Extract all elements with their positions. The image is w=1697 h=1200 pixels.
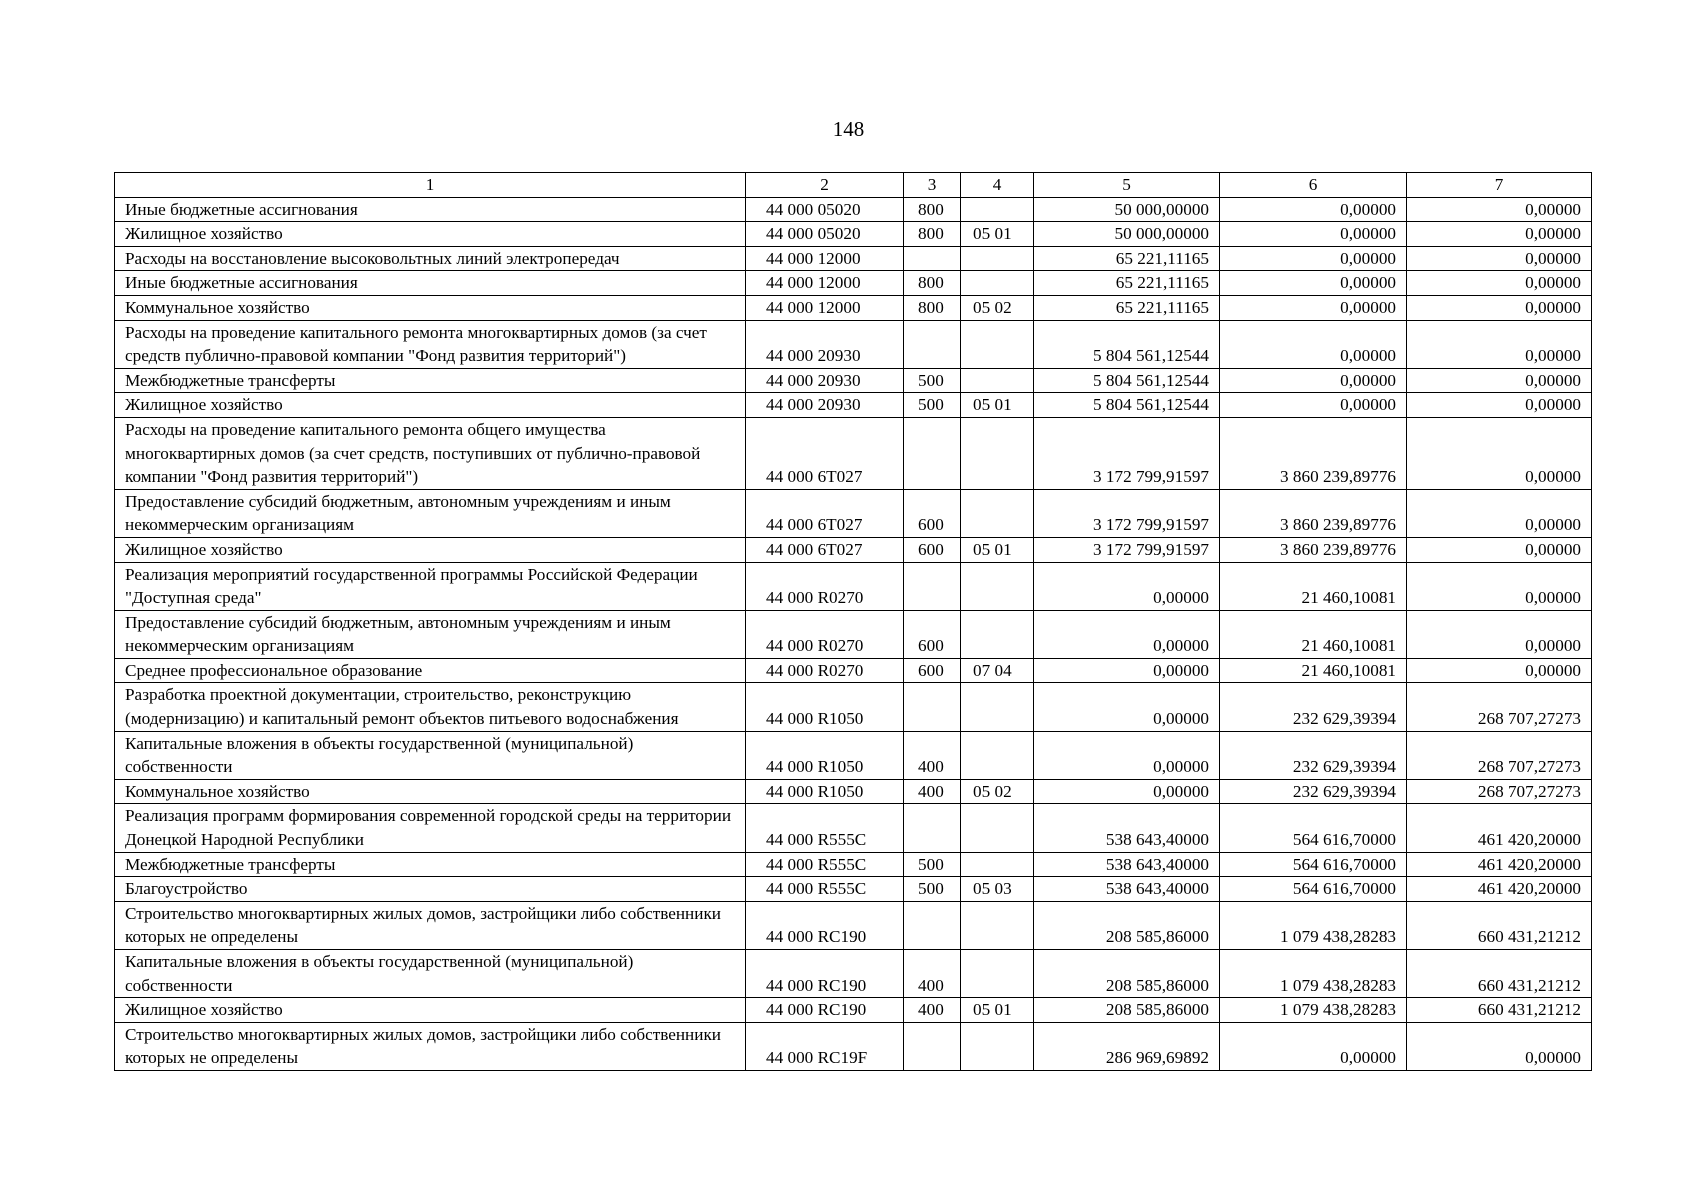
cell-amount-6: 21 460,10081 <box>1220 610 1407 658</box>
cell-expense-type: 400 <box>904 950 961 998</box>
cell-amount-5: 0,00000 <box>1034 731 1220 779</box>
cell-target-code: 44 000 20930 <box>746 368 904 393</box>
cell-amount-6: 3 860 239,89776 <box>1220 417 1407 489</box>
cell-name: Межбюджетные трансферты <box>115 852 746 877</box>
cell-amount-7: 268 707,27273 <box>1407 731 1592 779</box>
cell-name: Межбюджетные трансферты <box>115 368 746 393</box>
cell-section-code <box>961 246 1034 271</box>
table-row <box>115 950 1592 998</box>
cell-name: Разработка проектной документации, строительство, реконструкцию (модернизацию) и капитальный ремонт объектов питьевого водоснабжения <box>115 683 746 731</box>
cell-amount-7: 0,00000 <box>1407 537 1592 562</box>
cell-amount-6: 0,00000 <box>1220 271 1407 296</box>
cell-name: Среднее профессиональное образование <box>115 658 746 683</box>
cell-amount-5: 208 585,86000 <box>1034 901 1220 949</box>
cell-expense-type <box>904 320 961 368</box>
cell-amount-6: 21 460,10081 <box>1220 658 1407 683</box>
cell-amount-7: 660 431,21212 <box>1407 901 1592 949</box>
cell-amount-5: 5 804 561,12544 <box>1034 320 1220 368</box>
cell-name: Коммунальное хозяйство <box>115 779 746 804</box>
cell-amount-6: 3 860 239,89776 <box>1220 537 1407 562</box>
budget-table <box>114 172 1592 1071</box>
cell-expense-type: 600 <box>904 489 961 537</box>
cell-expense-type: 400 <box>904 779 961 804</box>
cell-amount-5: 3 172 799,91597 <box>1034 417 1220 489</box>
cell-name: Иные бюджетные ассигнования <box>115 197 746 222</box>
cell-amount-5: 0,00000 <box>1034 683 1220 731</box>
cell-section-code <box>961 271 1034 296</box>
cell-section-code <box>961 562 1034 610</box>
cell-amount-6: 0,00000 <box>1220 393 1407 418</box>
cell-target-code: 44 000 R0270 <box>746 562 904 610</box>
cell-expense-type <box>904 562 961 610</box>
table-row <box>115 779 1592 804</box>
table-body <box>115 173 1592 1071</box>
cell-expense-type <box>904 246 961 271</box>
cell-expense-type: 500 <box>904 877 961 902</box>
cell-name: Жилищное хозяйство <box>115 222 746 247</box>
cell-name: Предоставление субсидий бюджетным, автономным учреждениям и иным некоммерческим организациям <box>115 489 746 537</box>
column-header: 4 <box>961 173 1034 198</box>
cell-amount-6: 232 629,39394 <box>1220 779 1407 804</box>
cell-amount-7: 0,00000 <box>1407 222 1592 247</box>
cell-section-code <box>961 852 1034 877</box>
table-header-row <box>115 173 1592 198</box>
cell-amount-7: 660 431,21212 <box>1407 950 1592 998</box>
cell-amount-5: 65 221,11165 <box>1034 271 1220 296</box>
cell-section-code <box>961 417 1034 489</box>
cell-target-code: 44 000 RС190 <box>746 998 904 1023</box>
cell-name: Расходы на проведение капитального ремонта многоквартирных домов (за счет средств публично-правовой компании "Фонд развития территорий") <box>115 320 746 368</box>
cell-amount-6: 0,00000 <box>1220 368 1407 393</box>
table-row <box>115 320 1592 368</box>
cell-amount-7: 0,00000 <box>1407 393 1592 418</box>
table-row <box>115 417 1592 489</box>
table-row <box>115 537 1592 562</box>
cell-amount-5: 208 585,86000 <box>1034 998 1220 1023</box>
cell-expense-type <box>904 804 961 852</box>
cell-name: Предоставление субсидий бюджетным, автономным учреждениям и иным некоммерческим организациям <box>115 610 746 658</box>
cell-amount-7: 0,00000 <box>1407 417 1592 489</box>
cell-expense-type <box>904 1022 961 1070</box>
cell-expense-type: 800 <box>904 197 961 222</box>
cell-amount-6: 0,00000 <box>1220 246 1407 271</box>
cell-expense-type <box>904 417 961 489</box>
cell-amount-6: 564 616,70000 <box>1220 877 1407 902</box>
cell-target-code: 44 000 6Т027 <box>746 417 904 489</box>
table-row <box>115 295 1592 320</box>
cell-amount-7: 268 707,27273 <box>1407 683 1592 731</box>
cell-section-code: 05 01 <box>961 393 1034 418</box>
cell-name: Иные бюджетные ассигнования <box>115 271 746 296</box>
cell-expense-type: 800 <box>904 295 961 320</box>
cell-target-code: 44 000 12000 <box>746 295 904 320</box>
table-row <box>115 998 1592 1023</box>
cell-section-code: 05 01 <box>961 222 1034 247</box>
cell-target-code: 44 000 R1050 <box>746 731 904 779</box>
cell-section-code: 05 01 <box>961 537 1034 562</box>
cell-amount-6: 21 460,10081 <box>1220 562 1407 610</box>
cell-name: Реализация программ формирования современной городской среды на территории Донецкой Народной Республики <box>115 804 746 852</box>
cell-amount-5: 538 643,40000 <box>1034 852 1220 877</box>
table-row <box>115 731 1592 779</box>
cell-amount-6: 564 616,70000 <box>1220 852 1407 877</box>
cell-amount-5: 5 804 561,12544 <box>1034 393 1220 418</box>
cell-amount-7: 0,00000 <box>1407 562 1592 610</box>
table-row <box>115 246 1592 271</box>
cell-target-code: 44 000 R555С <box>746 852 904 877</box>
cell-amount-6: 1 079 438,28283 <box>1220 950 1407 998</box>
cell-amount-7: 0,00000 <box>1407 320 1592 368</box>
cell-section-code <box>961 610 1034 658</box>
cell-amount-7: 461 420,20000 <box>1407 804 1592 852</box>
column-header: 7 <box>1407 173 1592 198</box>
table-row <box>115 658 1592 683</box>
cell-expense-type: 500 <box>904 368 961 393</box>
cell-section-code: 07 04 <box>961 658 1034 683</box>
cell-section-code <box>961 320 1034 368</box>
cell-section-code <box>961 683 1034 731</box>
cell-amount-6: 1 079 438,28283 <box>1220 998 1407 1023</box>
cell-amount-6: 0,00000 <box>1220 320 1407 368</box>
cell-target-code: 44 000 12000 <box>746 246 904 271</box>
cell-section-code: 05 03 <box>961 877 1034 902</box>
cell-amount-7: 0,00000 <box>1407 610 1592 658</box>
cell-amount-6: 0,00000 <box>1220 222 1407 247</box>
cell-expense-type: 500 <box>904 852 961 877</box>
cell-target-code: 44 000 R555С <box>746 804 904 852</box>
cell-amount-6: 232 629,39394 <box>1220 731 1407 779</box>
cell-name: Жилищное хозяйство <box>115 393 746 418</box>
cell-section-code: 05 02 <box>961 779 1034 804</box>
cell-section-code: 05 01 <box>961 998 1034 1023</box>
column-header: 2 <box>746 173 904 198</box>
cell-expense-type: 600 <box>904 537 961 562</box>
cell-amount-6: 232 629,39394 <box>1220 683 1407 731</box>
page-number: 148 <box>832 117 865 141</box>
table-row <box>115 489 1592 537</box>
cell-target-code: 44 000 R555С <box>746 877 904 902</box>
table-row <box>115 877 1592 902</box>
cell-amount-5: 65 221,11165 <box>1034 295 1220 320</box>
cell-amount-5: 50 000,00000 <box>1034 197 1220 222</box>
table-row <box>115 1022 1592 1070</box>
cell-section-code <box>961 368 1034 393</box>
cell-amount-5: 3 172 799,91597 <box>1034 489 1220 537</box>
table-row <box>115 368 1592 393</box>
cell-expense-type: 600 <box>904 658 961 683</box>
table-row <box>115 222 1592 247</box>
cell-amount-5: 65 221,11165 <box>1034 246 1220 271</box>
cell-expense-type <box>904 683 961 731</box>
table-row <box>115 197 1592 222</box>
cell-amount-7: 0,00000 <box>1407 295 1592 320</box>
cell-target-code: 44 000 R0270 <box>746 658 904 683</box>
cell-name: Коммунальное хозяйство <box>115 295 746 320</box>
table-row <box>115 393 1592 418</box>
cell-target-code: 44 000 20930 <box>746 320 904 368</box>
cell-expense-type: 400 <box>904 731 961 779</box>
cell-amount-7: 0,00000 <box>1407 1022 1592 1070</box>
cell-target-code: 44 000 05020 <box>746 222 904 247</box>
cell-target-code: 44 000 R1050 <box>746 683 904 731</box>
cell-amount-7: 660 431,21212 <box>1407 998 1592 1023</box>
cell-section-code <box>961 1022 1034 1070</box>
cell-amount-7: 0,00000 <box>1407 246 1592 271</box>
cell-amount-5: 538 643,40000 <box>1034 877 1220 902</box>
cell-amount-5: 0,00000 <box>1034 779 1220 804</box>
table-row <box>115 683 1592 731</box>
cell-section-code <box>961 901 1034 949</box>
column-header: 5 <box>1034 173 1220 198</box>
cell-section-code <box>961 731 1034 779</box>
cell-section-code <box>961 489 1034 537</box>
cell-amount-7: 0,00000 <box>1407 658 1592 683</box>
cell-target-code: 44 000 R1050 <box>746 779 904 804</box>
table-row <box>115 804 1592 852</box>
cell-target-code: 44 000 RС19F <box>746 1022 904 1070</box>
cell-amount-7: 0,00000 <box>1407 489 1592 537</box>
cell-name: Расходы на проведение капитального ремонта общего имущества многоквартирных домов (за счет средств, поступивших от публично-правовой компании "Фонд развития территорий") <box>115 417 746 489</box>
cell-expense-type: 500 <box>904 393 961 418</box>
cell-amount-6: 0,00000 <box>1220 295 1407 320</box>
cell-name: Капитальные вложения в объекты государственной (муниципальной) собственности <box>115 731 746 779</box>
table-row <box>115 901 1592 949</box>
column-header: 1 <box>115 173 746 198</box>
cell-amount-7: 0,00000 <box>1407 271 1592 296</box>
cell-target-code: 44 000 R0270 <box>746 610 904 658</box>
cell-amount-7: 461 420,20000 <box>1407 877 1592 902</box>
cell-name: Жилищное хозяйство <box>115 537 746 562</box>
cell-amount-5: 0,00000 <box>1034 610 1220 658</box>
cell-amount-5: 0,00000 <box>1034 658 1220 683</box>
cell-expense-type: 400 <box>904 998 961 1023</box>
table-row <box>115 271 1592 296</box>
cell-name: Жилищное хозяйство <box>115 998 746 1023</box>
cell-target-code: 44 000 05020 <box>746 197 904 222</box>
cell-amount-6: 564 616,70000 <box>1220 804 1407 852</box>
cell-target-code: 44 000 RС190 <box>746 950 904 998</box>
cell-name: Капитальные вложения в объекты государственной (муниципальной) собственности <box>115 950 746 998</box>
cell-amount-6: 3 860 239,89776 <box>1220 489 1407 537</box>
column-header: 3 <box>904 173 961 198</box>
table-row <box>115 852 1592 877</box>
cell-amount-7: 0,00000 <box>1407 368 1592 393</box>
cell-amount-6: 0,00000 <box>1220 197 1407 222</box>
cell-amount-5: 0,00000 <box>1034 562 1220 610</box>
cell-section-code <box>961 804 1034 852</box>
cell-amount-7: 268 707,27273 <box>1407 779 1592 804</box>
cell-expense-type: 800 <box>904 271 961 296</box>
cell-amount-5: 3 172 799,91597 <box>1034 537 1220 562</box>
cell-target-code: 44 000 6Т027 <box>746 489 904 537</box>
cell-amount-5: 538 643,40000 <box>1034 804 1220 852</box>
cell-name: Расходы на восстановление высоковольтных линий электропередач <box>115 246 746 271</box>
cell-name: Строительство многоквартирных жилых домов, застройщики либо собственники которых не определены <box>115 901 746 949</box>
cell-amount-5: 286 969,69892 <box>1034 1022 1220 1070</box>
cell-section-code <box>961 950 1034 998</box>
cell-expense-type <box>904 901 961 949</box>
cell-amount-6: 1 079 438,28283 <box>1220 901 1407 949</box>
table-row <box>115 610 1592 658</box>
cell-amount-5: 208 585,86000 <box>1034 950 1220 998</box>
table-row <box>115 562 1592 610</box>
cell-amount-6: 0,00000 <box>1220 1022 1407 1070</box>
cell-name: Строительство многоквартирных жилых домов, застройщики либо собственники которых не определены <box>115 1022 746 1070</box>
cell-amount-7: 461 420,20000 <box>1407 852 1592 877</box>
cell-target-code: 44 000 RС190 <box>746 901 904 949</box>
cell-amount-5: 5 804 561,12544 <box>1034 368 1220 393</box>
cell-amount-5: 50 000,00000 <box>1034 222 1220 247</box>
cell-target-code: 44 000 6Т027 <box>746 537 904 562</box>
cell-name: Реализация мероприятий государственной программы Российской Федерации "Доступная среда" <box>115 562 746 610</box>
cell-name: Благоустройство <box>115 877 746 902</box>
cell-target-code: 44 000 12000 <box>746 271 904 296</box>
column-header: 6 <box>1220 173 1407 198</box>
cell-section-code: 05 02 <box>961 295 1034 320</box>
cell-target-code: 44 000 20930 <box>746 393 904 418</box>
cell-section-code <box>961 197 1034 222</box>
cell-expense-type: 600 <box>904 610 961 658</box>
cell-amount-7: 0,00000 <box>1407 197 1592 222</box>
cell-expense-type: 800 <box>904 222 961 247</box>
